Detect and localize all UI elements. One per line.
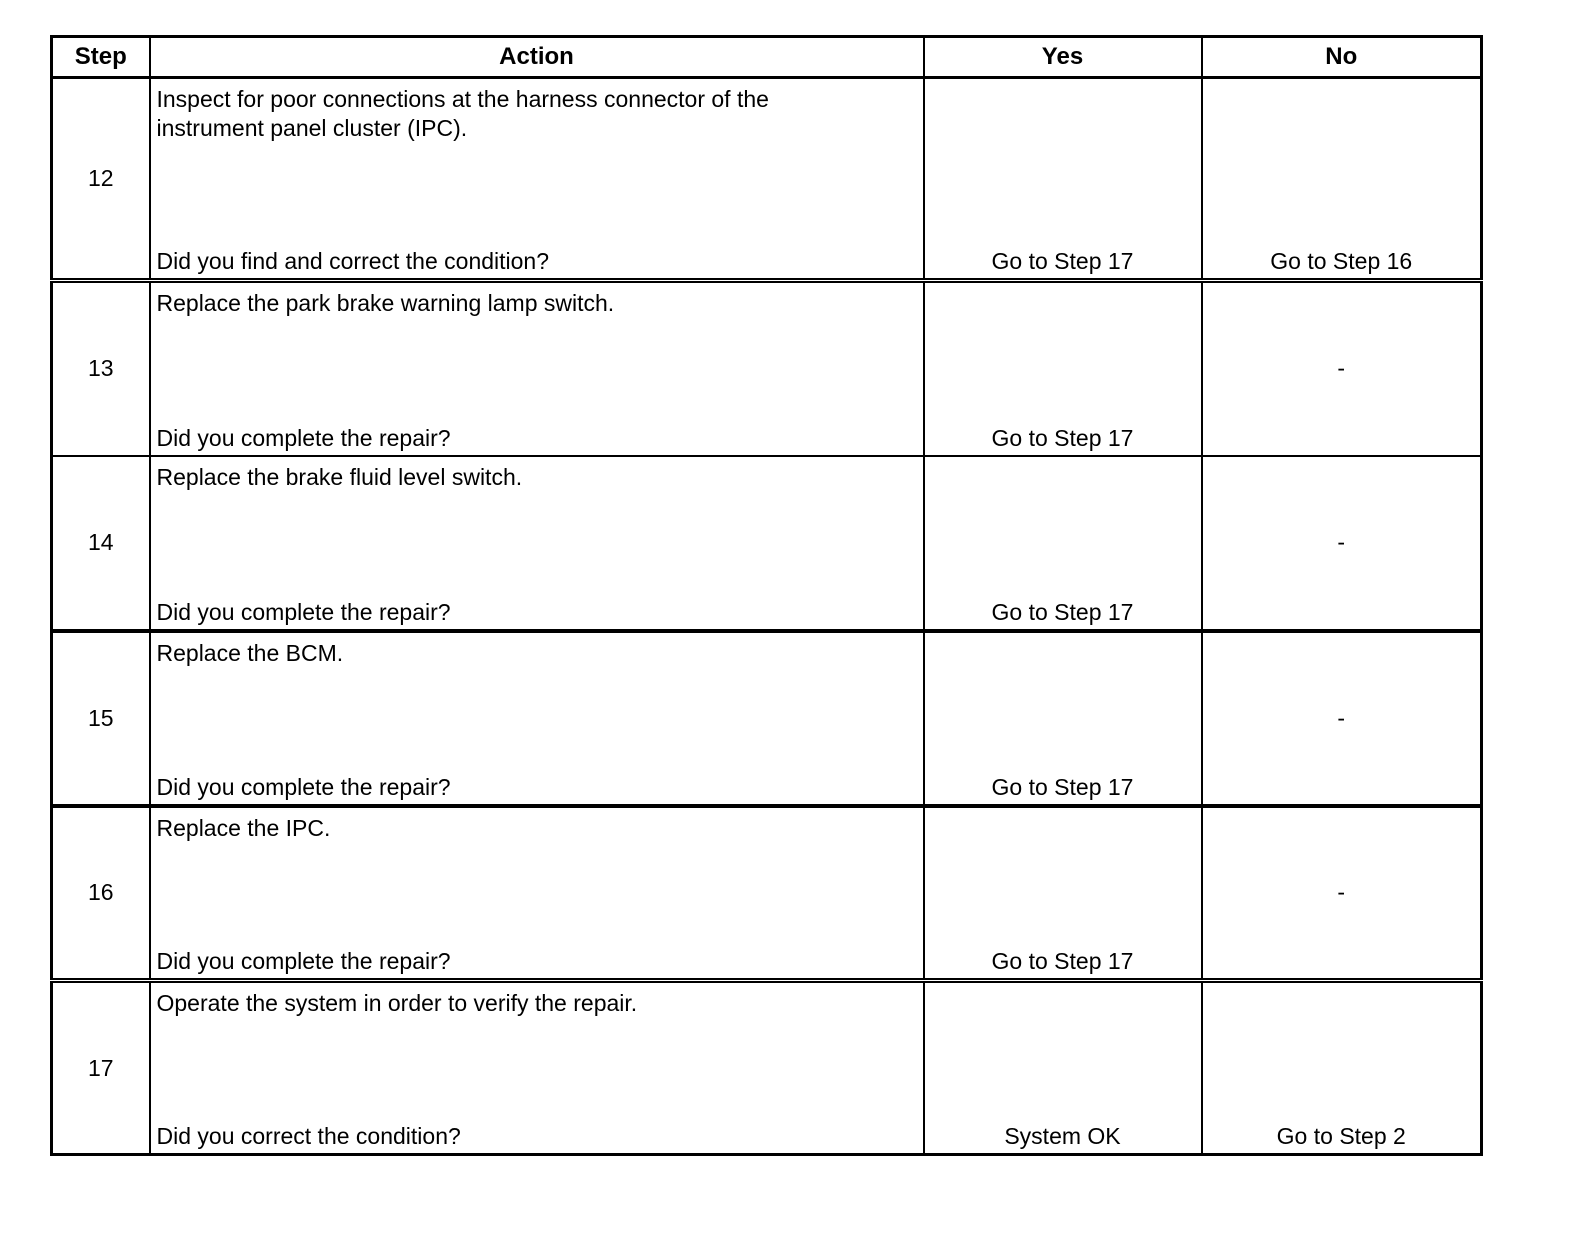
no-result: Go to Step 2: [1202, 981, 1482, 1155]
action-cell: [150, 281, 924, 456]
yes-result: Go to Step 17: [924, 78, 1202, 281]
no-result: -: [1202, 456, 1482, 631]
no-result: -: [1202, 631, 1482, 806]
table-row: [52, 78, 1482, 281]
action-question: Did you correct the condition?: [156, 1123, 461, 1149]
table-header-row: [52, 37, 1482, 78]
action-text: Inspect for poor connections at the harness connector of the instrument panel cluster (IPC).: [156, 86, 769, 141]
no-result: -: [1202, 806, 1482, 981]
step-number: 14: [52, 456, 150, 631]
yes-result: Go to Step 17: [924, 281, 1202, 456]
no-result: Go to Step 16: [1202, 78, 1482, 281]
step-number: 16: [52, 806, 150, 981]
step-number: 15: [52, 631, 150, 806]
action-text: Replace the park brake warning lamp switch.: [156, 290, 615, 316]
action-cell: [150, 78, 924, 281]
step-number: 12: [52, 78, 150, 281]
action-question: Did you complete the repair?: [156, 424, 451, 451]
action-text: Replace the brake fluid level switch.: [156, 463, 523, 490]
header-step: Step: [52, 37, 150, 78]
table-row: [52, 981, 1482, 1155]
step-number: 17: [52, 981, 150, 1155]
action-text: Operate the system in order to verify the repair.: [156, 990, 638, 1016]
action-question: Did you complete the repair?: [156, 948, 451, 974]
yes-result: Go to Step 17: [924, 456, 1202, 631]
action-question: Did you find and correct the condition?: [156, 248, 550, 274]
header-yes: Yes: [924, 37, 1202, 78]
header-action: Action: [150, 37, 924, 78]
yes-result: Go to Step 17: [924, 806, 1202, 981]
header-no: No: [1202, 37, 1482, 78]
table-row: [52, 456, 1482, 631]
table-row: [52, 806, 1482, 981]
step-number: 13: [52, 281, 150, 456]
table-row: [52, 631, 1482, 806]
table-row: [52, 281, 1482, 456]
action-cell: [150, 456, 924, 631]
action-question: Did you complete the repair?: [156, 598, 451, 625]
action-cell: [150, 981, 924, 1155]
action-text: Replace the IPC.: [156, 814, 331, 841]
action-cell: [150, 631, 924, 806]
action-question: Did you complete the repair?: [156, 773, 451, 800]
action-text: Replace the BCM.: [156, 639, 344, 666]
yes-result: Go to Step 17: [924, 631, 1202, 806]
yes-result: System OK: [924, 981, 1202, 1155]
action-cell: [150, 806, 924, 981]
no-result: -: [1202, 281, 1482, 456]
diagnostic-step-table: [50, 35, 1483, 1156]
